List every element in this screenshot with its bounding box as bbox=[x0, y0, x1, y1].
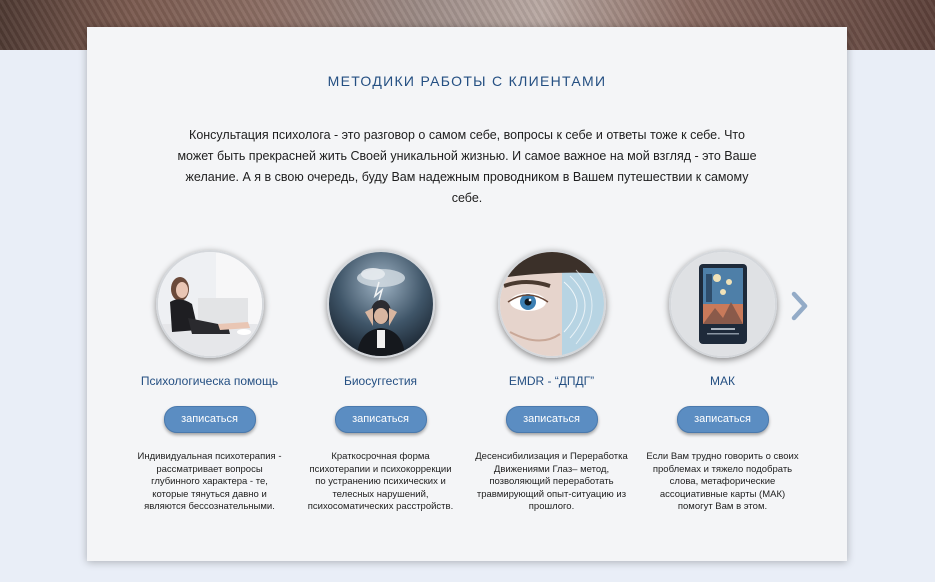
service-image-psychological-help bbox=[156, 250, 264, 358]
intro-text: Консультация психолога - это разговор о самом себе, вопросы к себе и ответы тоже к себе. Что может быть прекрасней жить Своей уникальной жизнью. И самое важное на мой взгляд - это Ваше желание. А я в свою очередь, буду Вам надежным проводником в Вашем путешествии к самому себе. bbox=[177, 128, 757, 205]
service-card-biosuggestion bbox=[295, 250, 466, 514]
service-card-mak bbox=[637, 250, 808, 514]
service-card-emdr bbox=[466, 250, 637, 514]
service-title[interactable]: EMDR - “ДПДГ” bbox=[508, 374, 595, 388]
service-description: Десенсибилизация и Переработка Движениями Глаз– метод, позволяющий переработать травмирующий опыт-ситуацию из прошлого. bbox=[475, 451, 628, 512]
service-title[interactable]: Психологическа помощь bbox=[140, 374, 279, 388]
service-title[interactable]: Биосуггестия bbox=[343, 374, 418, 388]
service-image-mak bbox=[669, 250, 777, 358]
book-button-mak[interactable]: записаться bbox=[677, 406, 769, 433]
book-button-psychological-help[interactable]: записаться bbox=[164, 406, 256, 433]
service-image-biosuggestion bbox=[327, 250, 435, 358]
service-description: Индивидуальная психотерапия - рассматривает вопросы глубинного характера - те, которые тянуться давно и являются бессознательными. bbox=[137, 451, 282, 512]
chevron-right-icon[interactable] bbox=[789, 291, 809, 321]
book-button-emdr[interactable]: записаться bbox=[506, 406, 598, 433]
methods-section bbox=[87, 27, 847, 561]
service-card-psychological-help bbox=[124, 250, 295, 514]
service-description: Краткосрочная форма психотерапии и психокоррекции по устранению психических и телесных нарушений, психосоматических расстройств. bbox=[307, 451, 454, 512]
service-image-emdr bbox=[498, 250, 606, 358]
book-button-biosuggestion[interactable]: записаться bbox=[335, 406, 427, 433]
service-title[interactable]: МАК bbox=[710, 374, 735, 388]
section-title: МЕТОДИКИ РАБОТЫ С КЛИЕНТАМИ bbox=[327, 73, 607, 89]
service-description: Если Вам трудно говорить о своих проблемах и тяжело подобрать слова, метафорические ассоциативные карты (МАК) помогут Вам в этом. bbox=[646, 451, 799, 512]
